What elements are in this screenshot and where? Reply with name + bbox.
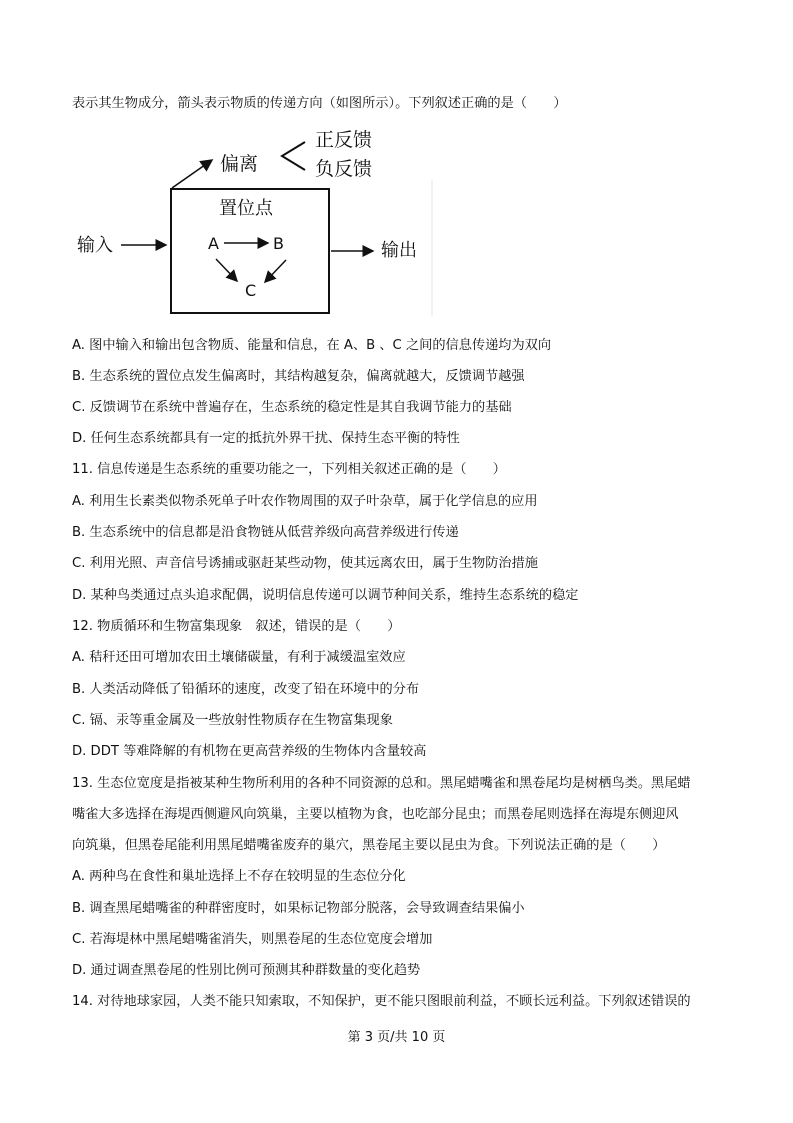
q10-option-a: A. 图中输入和输出包含物质、能量和信息，在 A、B 、C 之间的信息传递均为双向 [72,338,552,353]
q10-option-d: D. 任何生态系统都具有一定的抵抗外界干扰、保持生态平衡的特性 [72,431,460,446]
q12-option-a: A. 秸秆还田可增加农田土壤储碳量，有利于减缓温室效应 [72,650,406,665]
positive-feedback-label: 正反馈 [315,129,373,151]
q11-option-a: A. 利用生长素类似物杀死单子叶农作物周围的双子叶杂草，属于化学信息的应用 [72,494,538,509]
q11-option-b: B. 生态系统中的信息都是沿食物链从低营养级向高营养级进行传递 [72,525,459,540]
feedback-bracket [282,142,305,170]
q13-option-d: D. 通过调查黑卷尾的性别比例可预测其种群数量的变化趋势 [72,963,421,978]
q13-stem-line3: 向筑巢，但黑卷尾能利用黑尾蜡嘴雀废弃的巢穴，黑卷尾主要以昆虫为食。下列说法正确的是（ ） [72,838,666,853]
q13-option-b: B. 调查黑尾蜡嘴雀的种群密度时，如果标记物部分脱落，会导致调查结果偏小 [72,901,525,916]
arrow-b-to-c [265,260,286,282]
q11-stem: 11. 信息传递是生态系统的重要功能之一，下列相关叙述正确的是（ ） [72,462,506,477]
q11-option-c: C. 利用光照、声音信号诱捕或驱赶某些动物，使其远离农田，属于生物防治措施 [72,556,538,571]
input-label: 输入 [77,235,113,256]
arrow-a-to-c [216,259,237,281]
feedback-diagram [0,0,793,330]
negative-feedback-label: 负反馈 [315,158,373,180]
q12-option-b: B. 人类活动降低了铅循环的速度，改变了铅在环境中的分布 [72,682,420,697]
q10-option-c: C. 反馈调节在系统中普遍存在，生态系统的稳定性是其自我调节能力的基础 [72,400,512,415]
setpoint-label: 置位点 [219,198,273,219]
deviation-arrow [172,160,212,188]
node-b: B [273,234,284,253]
q12-option-d: D. DDT 等难降解的有机物在更高营养级的生物体内含量较高 [72,744,427,759]
q13-stem-line1: 13. 生态位宽度是指被某种生物所利用的各种不同资源的总和。黑尾蜡嘴雀和黑卷尾均是树栖鸟类。黑尾蜡 [72,776,691,791]
q13-option-a: A. 两种鸟在食性和巢址选择上不存在较明显的生态位分化 [72,869,406,884]
output-label: 输出 [381,240,417,261]
deviation-label: 偏离 [220,153,259,175]
q12-option-c: C. 镉、汞等重金属及一些放射性物质存在生物富集现象 [72,713,393,728]
page-footer: 第 3 页/共 10 页 [347,1030,446,1045]
q13-stem-line2: 嘴雀大多选择在海堤西侧避风向筑巢，主要以植物为食，也吃部分昆虫；而黑卷尾则选择在海堤东侧迎风 [72,807,679,822]
q13-option-c: C. 若海堤林中黑尾蜡嘴雀消失，则黑卷尾的生态位宽度会增加 [72,932,433,947]
intro-line: 表示其生物成分，箭头表示物质的传递方向（如图所示）。下列叙述正确的是（ ） [72,96,567,111]
q12-stem: 12. 物质循环和生物富集现象 叙述，错误的是（ ） [72,619,401,634]
q11-option-d: D. 某种鸟类通过点头追求配偶，说明信息传递可以调节种间关系，维持生态系统的稳定 [72,588,579,603]
q14-stem-line1: 14. 对待地球家园，人类不能只知索取，不知保护，更不能只图眼前利益，不顾长远利益。下列叙述错误的 [72,994,691,1009]
node-a: A [208,234,219,253]
node-c: C [245,281,257,300]
q10-option-b: B. 生态系统的置位点发生偏离时，其结构越复杂，偏离就越大，反馈调节越强 [72,369,525,384]
